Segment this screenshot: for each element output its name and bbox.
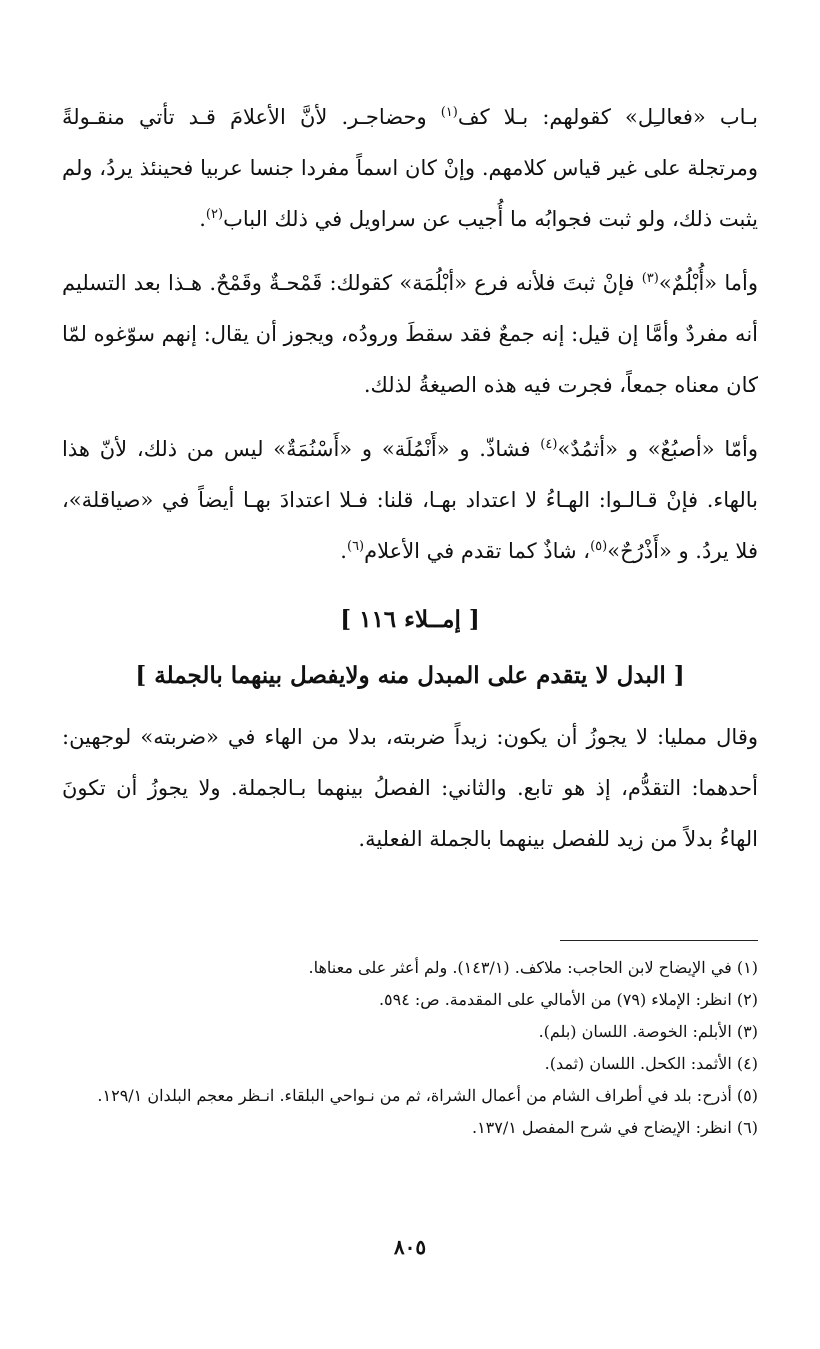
footnote-ref-2: (٢)	[205, 207, 224, 222]
footnote-4: (٤) الأثمد: الكحل. اللسان (ثمد).	[544, 1054, 758, 1073]
paragraph-2-text-a: وأما «أُبْلُمٌ»	[658, 271, 758, 295]
paragraph-1-text-a: بـاب «فعالـِل» كقولهم: بـلا كف	[457, 105, 759, 129]
paragraph-2	[62, 258, 758, 411]
footnote-ref-1: (١)	[440, 105, 458, 120]
footnote-2: (٢) انظر: الإملاء (٧٩) من الأمالي على المقدمة. ص: ٥٩٤.	[378, 990, 758, 1009]
paragraph-1-text-b: وحضاجـر. لأنَّ الأعلامَ قـد تأتي منقـولةً ومرتجلة على غير قياس كلامهم. وإنْ كان اسماً مفردا جنسا عربيا فحينئذ يردُ، ولم يثبت ذلك، ولو ثبت فجوابُه ما أُجيب عن سراويل في ذلك الباب	[62, 105, 758, 231]
paragraph-3-text-a: وأمّا «أصبُعٌ» و «أثمُدٌ»	[557, 437, 758, 461]
footnote-divider	[560, 940, 758, 941]
footnote-6: (٦) انظر: الإيضاح في شرح المفصل ١٣٧/١.	[471, 1118, 758, 1137]
footnote-5: (٥) أذرح: بلد في أطراف الشام من أعمال الشراة، ثم من نـواحي البلقاء. انـظر معجم البلدان ١٢٩/١.	[97, 1086, 758, 1105]
paragraph-1	[62, 92, 758, 245]
section-text	[62, 712, 758, 878]
paragraph-1-text-c: .	[199, 207, 206, 231]
imla-heading: [ إمــلاء ١١٦ ]	[340, 606, 480, 633]
footnotes	[62, 952, 758, 1144]
footnote-1: (١) في الإيضاح لابن الحاجب: ملاكف. (١٤٣/١). ولم أعثر على معناها.	[308, 958, 758, 977]
section-paragraph: وقال ممليا: لا يجوزُ أن يكون: زيداً ضربته، بدلا من الهاء في «ضربته» لوجهين: أحدهما: التقدُّم، إذ هو تابع. والثاني: الفصلُ بينهما بـالجملة. ولا يجوزُ أن تكونَ الهاءُ بدلاً من زيد للفصل بينهما بالجملة الفعلية.	[62, 725, 758, 851]
footnote-3: (٣) الأبلم: الخوصة. اللسان (بلم).	[538, 1022, 758, 1041]
footnote-ref-5: (٥)	[590, 539, 608, 554]
footnote-ref-3: (٣)	[641, 271, 659, 286]
paragraph-2-text-b: فإنْ ثبتَ فلأنه فرع «أبْلُمَة» كقولك: قَمْحـةٌ وقَمْحٌ. هـذا بعد التسليم أنه مفردٌ وأمَّا إن قيل: إنه جمعٌ فقد سقطَ ورودُه، ويجوز أن يقال: إنهم سوّغوه لمّا كان معناه جمعاً، فجرت فيه هذه الصيغةُ لذلك.	[62, 271, 758, 397]
paragraph-3-text-c: ، شاذٌ كما تقدم في الأعلام	[364, 539, 591, 563]
paragraph-3-text-d: .	[340, 539, 347, 563]
footnote-ref-6: (٦)	[346, 539, 365, 554]
main-text	[62, 92, 758, 590]
paragraph-3-text-b: فشاذّ. و «أَنْمُلَة» و «أَسْنُمَةٌ» ليس من ذلك، لأنّ هذا بالهاء. فإنْ قـالـوا: الهـاءُ لا اعتداد بهـا، قلنا: فـلا اعتدادَ بهـا أيضاً في «صياقلة»، فلا يردُ. و «أَذْرُحٌ»	[62, 437, 758, 563]
paragraph-3	[62, 424, 758, 577]
footnote-ref-4: (٤)	[540, 437, 558, 452]
page-number: ٨٠٥	[393, 1235, 427, 1259]
section-heading: [ البدل لا يتقدم على المبدل منه ولايفصل بينهما بالجملة ]	[135, 662, 685, 689]
